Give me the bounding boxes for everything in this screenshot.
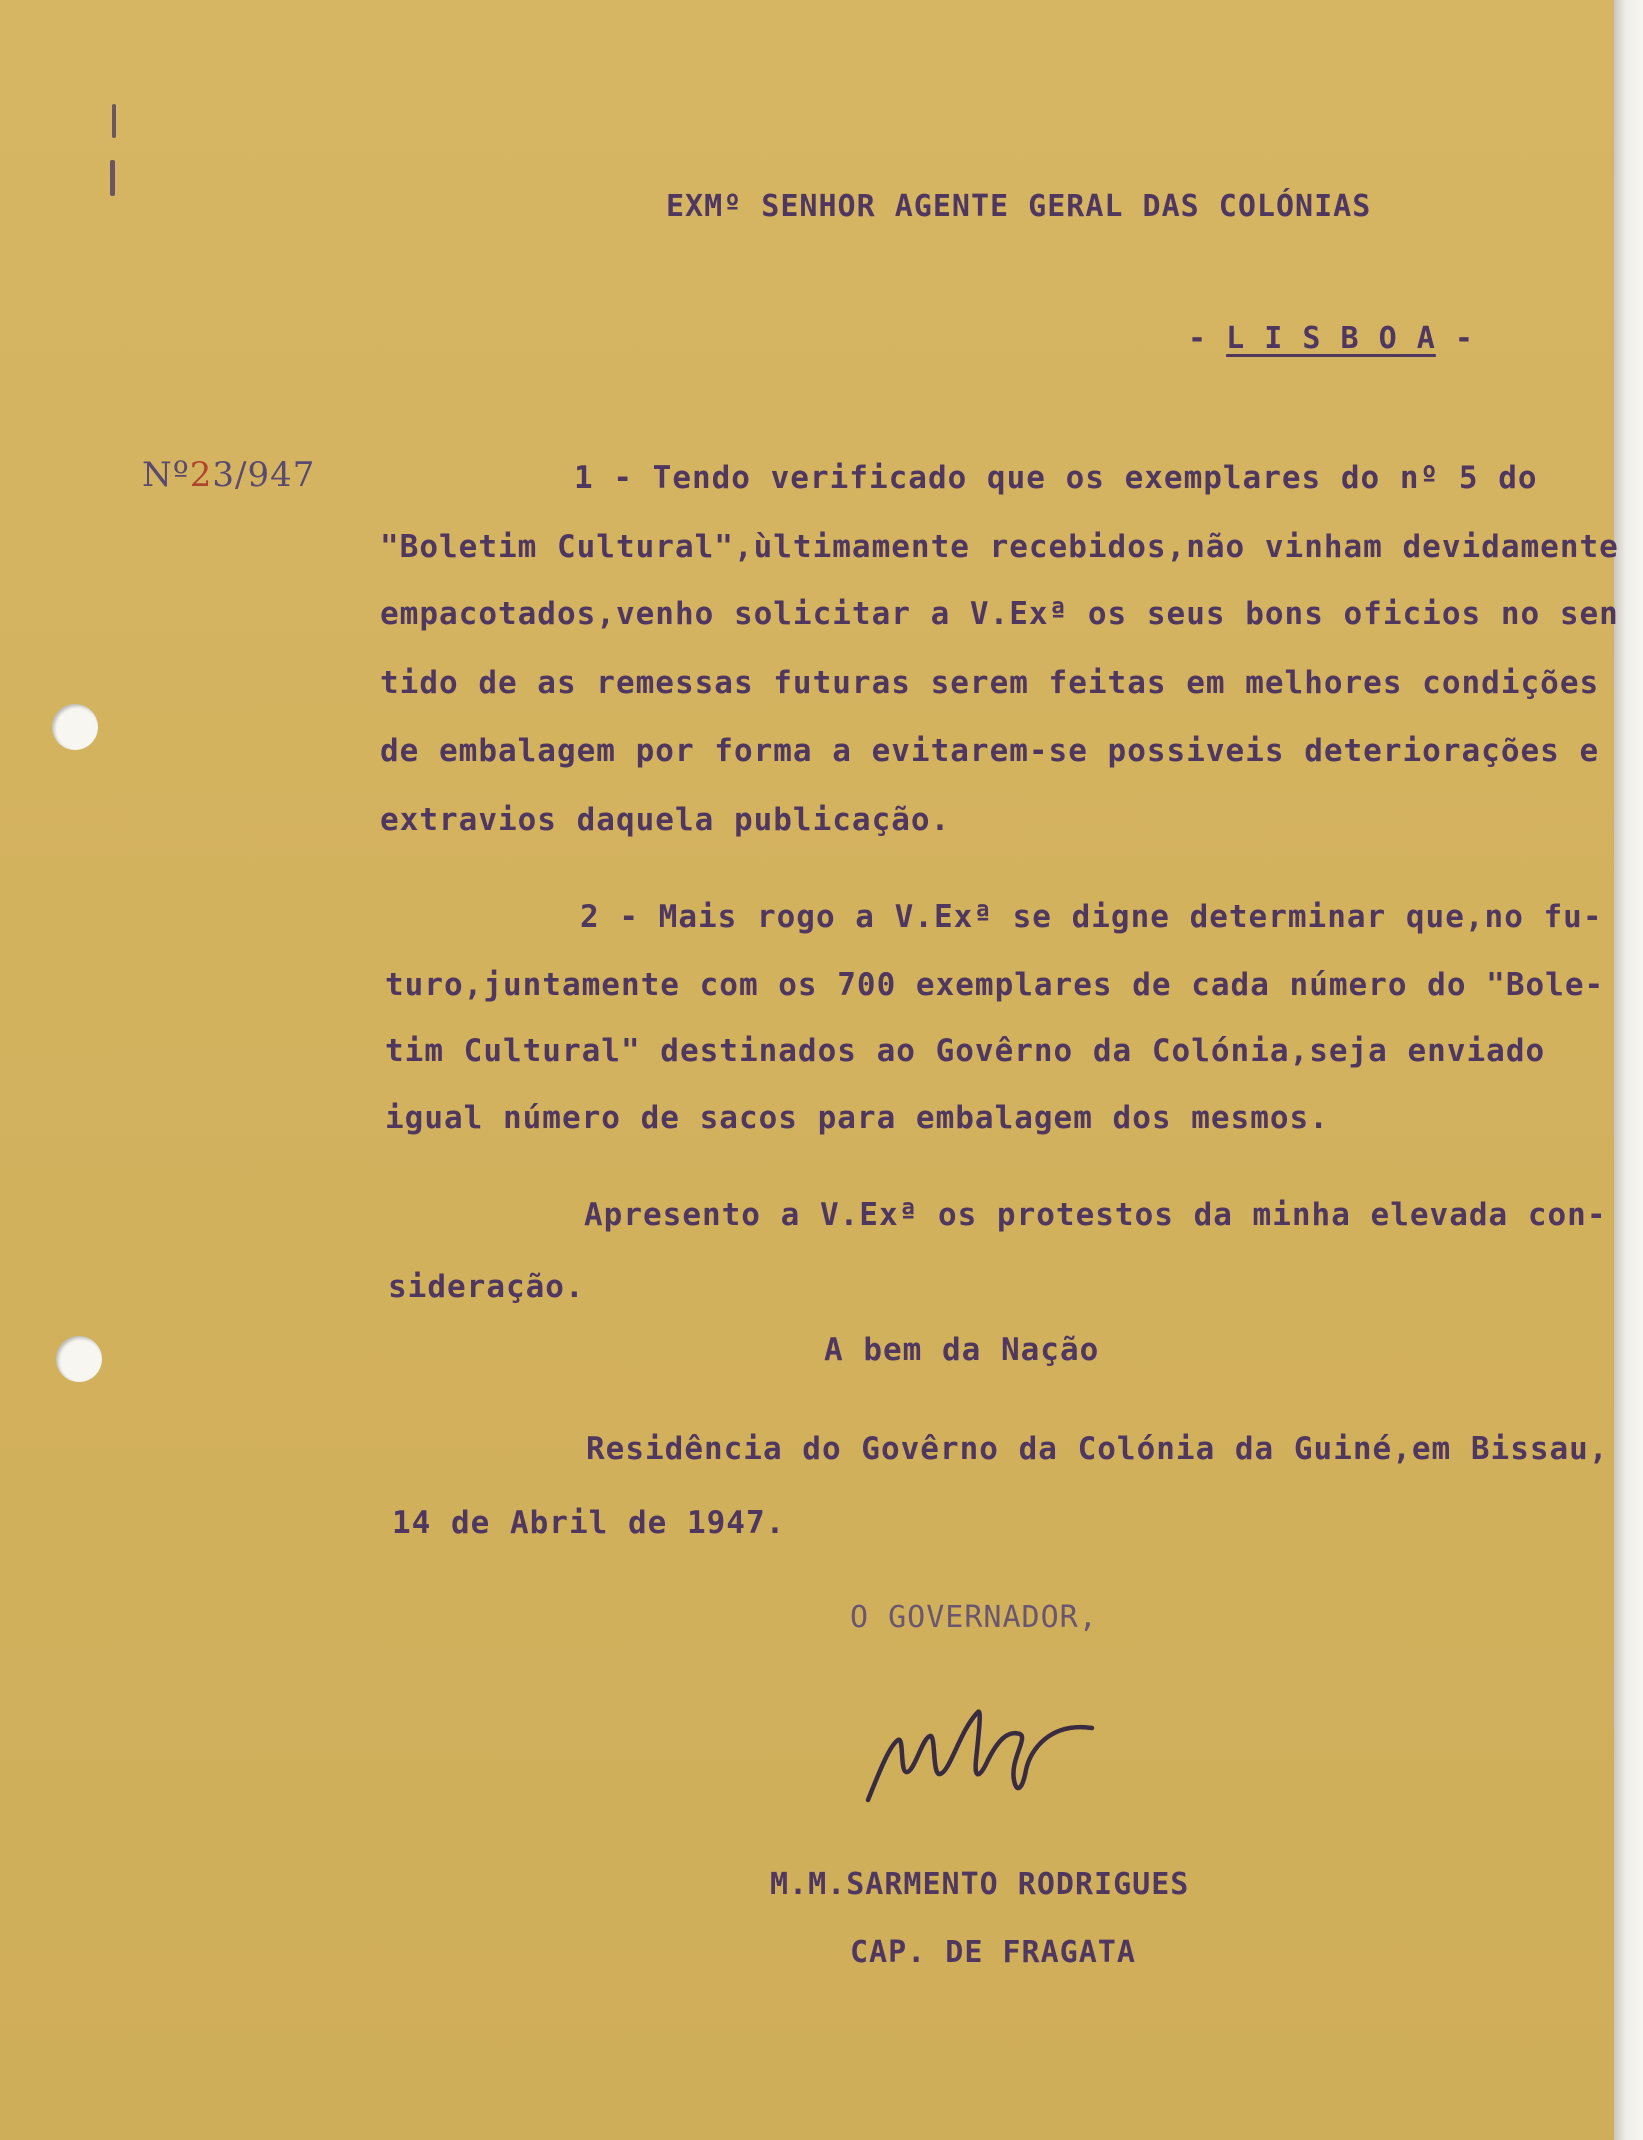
- salutation: A bem da Nação: [824, 1332, 1100, 1368]
- paragraph1-line: extravios daquela publicação.: [380, 802, 951, 838]
- paragraph1-line: 1 - Tendo verificado que os exemplares do nº 5 do: [574, 460, 1538, 496]
- city-dash-left: -: [1188, 321, 1208, 356]
- paragraph2-line: 2 - Mais rogo a V.Exª se digne determinar que,no fu-: [580, 899, 1603, 935]
- paragraph1-line: tido de as remessas futuras serem feitas em melhores condições: [380, 665, 1600, 701]
- signatory-title: O GOVERNADOR,: [850, 1600, 1098, 1635]
- signatory-rank: CAP. DE FRAGATA: [850, 1935, 1136, 1970]
- punch-hole-bottom: [56, 1336, 102, 1382]
- scan-background-edge: [1614, 0, 1643, 2140]
- city-name: L I S B O A: [1226, 321, 1436, 356]
- reference-number-rest: 3/947: [212, 455, 316, 495]
- signatory-name: M.M.SARMENTO RODRIGUES: [770, 1867, 1190, 1902]
- paragraph2-line: igual número de sacos para embalagem dos mesmos.: [385, 1100, 1329, 1136]
- reference-number: [142, 455, 315, 495]
- reference-prefix: Nº: [142, 455, 190, 495]
- paragraph2-line: tim Cultural" destinados ao Govêrno da Colónia,seja enviado: [385, 1033, 1546, 1069]
- margin-mark-bottom: [110, 160, 115, 196]
- closing-line: Apresento a V.Exª os protestos da minha elevada con-: [584, 1197, 1607, 1233]
- city-dash-right: -: [1454, 321, 1474, 356]
- handwritten-signature: [860, 1700, 1100, 1820]
- place-line: Residência do Govêrno da Colónia da Guiné,em Bissau,: [586, 1431, 1609, 1467]
- date-line: 14 de Abril de 1947.: [392, 1505, 786, 1541]
- paragraph1-line: "Boletim Cultural",ùltimamente recebidos,não vinham devidamente: [380, 529, 1619, 565]
- punch-hole-top: [52, 704, 98, 750]
- paragraph1-line: empacotados,venho solicitar a V.Exª os seus bons oficios no sen: [380, 596, 1619, 632]
- paragraph2-line: turo,juntamente com os 700 exemplares de cada número do "Bole-: [385, 967, 1605, 1003]
- addressee: EXMº SENHOR AGENTE GERAL DAS COLÓNIAS: [666, 189, 1372, 224]
- margin-mark-top: [112, 104, 116, 138]
- paragraph1-line: de embalagem por forma a evitarem-se possiveis deteriorações e: [380, 733, 1600, 769]
- reference-number-red: 2: [189, 455, 213, 495]
- closing-line: sideração.: [388, 1269, 585, 1305]
- city-line: [1188, 321, 1474, 356]
